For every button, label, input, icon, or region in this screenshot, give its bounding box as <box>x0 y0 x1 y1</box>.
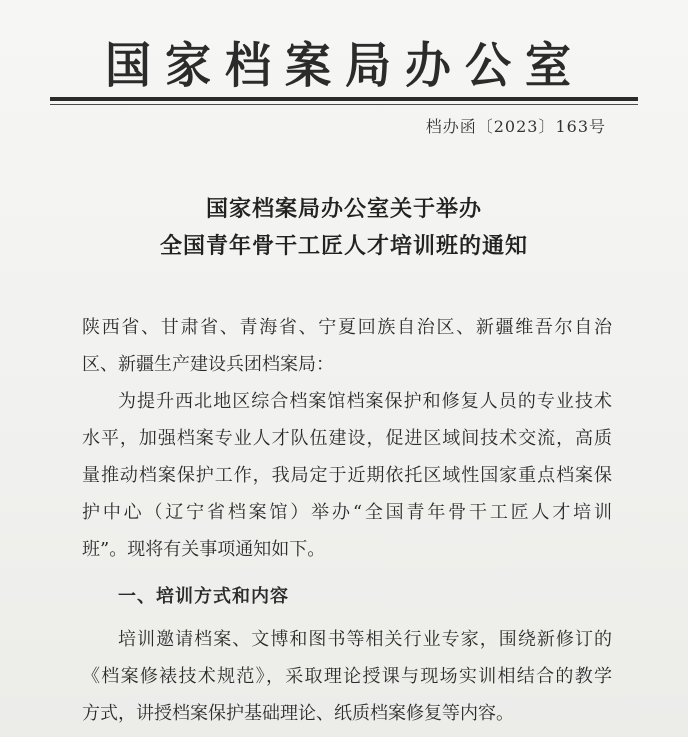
document-title-line-1: 国家档案局办公室关于举办 <box>205 197 482 222</box>
issuing-organization: 国家档案局办公室 <box>105 36 585 94</box>
letterhead <box>55 26 635 98</box>
document-title-line-2: 全国青年骨干工匠人才培训班的通知 <box>159 234 528 259</box>
document-number: 档办函〔2023〕163号 <box>425 117 606 136</box>
intro-paragraph <box>82 383 612 568</box>
paragraph-line: 水平，加强档案专业人才队伍建设，促进区域间技术交流，高质 <box>82 428 612 449</box>
paragraph-line: 培训邀请档案、文博和图书等相关行业专家，围绕新修订的 <box>118 629 612 650</box>
paragraph-line: 量推动档案保护工作，我局定于近期依托区域性国家重点档案保 <box>82 465 612 486</box>
letterhead-rule-thick <box>50 97 638 101</box>
paragraph-line: 班”。现将有关事项通知如下。 <box>82 539 326 560</box>
paragraph-line: 《档案修裱技术规范》，采取理论授课与现场实训相结合的教学 <box>82 666 612 687</box>
addressee-line: 区、新疆生产建设兵团档案局： <box>82 354 334 375</box>
addressees <box>82 309 612 383</box>
paragraph-line: 方式，讲授档案保护基础理论、纸质档案修复等内容。 <box>82 703 514 724</box>
paragraph-line: 护中心（辽宁省档案馆）举办“全国青年骨干工匠人才培训 <box>82 502 612 523</box>
addressee-line: 陕西省、甘肃省、青海省、宁夏回族自治区、新疆维吾尔自治 <box>82 317 612 338</box>
section-paragraph <box>82 621 612 732</box>
letterhead-rule-thin <box>50 104 638 105</box>
section-heading: 一、培训方式和内容 <box>118 586 289 607</box>
paragraph-line: 为提升西北地区综合档案馆档案保护和修复人员的专业技术 <box>118 391 612 412</box>
